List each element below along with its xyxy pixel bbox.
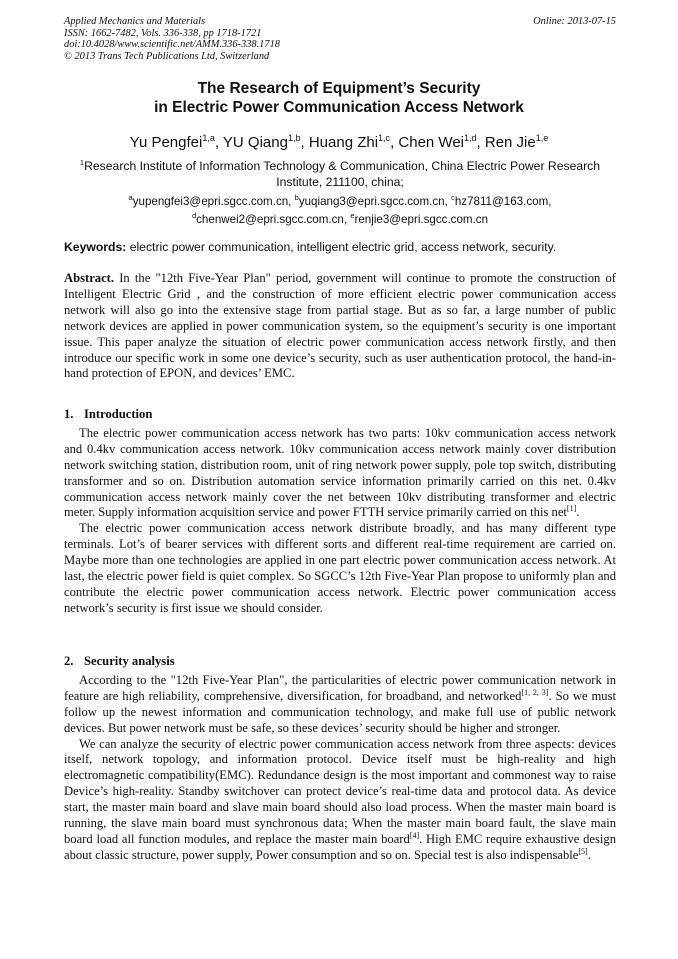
author: YU Qiang$^{1,b}$, — [222, 133, 309, 151]
doi-line: doi:10.4028/www.scientific.net/AMM.336-338.1718 — [64, 39, 280, 51]
author: Huang Zhi$^{1,c}$, — [308, 133, 399, 151]
citation-ref[interactable]: [4] — [409, 830, 420, 840]
email-link[interactable]: yuqiang3@epri.sgcc.com.cn, — [298, 194, 452, 208]
paragraph: The electric power communication access network distribute broadly, and has many different type terminals. Lot’s of bearer services with different sorts and different real-time requirement are carried on. Maybe more than one technologies are applied in one part electric power communication access network. At last, the electric power field is quiet complex. So SGCC’s 12th Five-Year Plan propose to uniformly plan and contribute the electric power communication access network. Electric power communication access network’s security is first issue we should consider. — [64, 521, 616, 615]
paragraph: The electric power communication access network has two parts: 10kv communication access network and 0.4kv communication access network. 10kv communication access network mainly cover distribution network switching station, distribution room, unit of ring network power supply, pole top switch, distributing transformer and so on. Distribution automation service information primarily carried on this net. 0.4kv communication access network mainly cover the net between 10kv distributing transformer and electric meter. Supply information acquisition service and power FTTH service primarily carried on this net[1]. — [64, 425, 616, 520]
publication-header — [64, 16, 616, 62]
abstract-text: In the "12th Five-Year Plan" period, government will continue to promote the construction of Intelligent Electric Grid , and the construction of more efficient electric power communication access network will also go into the extensive stage from partial stage. But as so far, a large number of public network devices are applied in power communication system, so the equipment’s security is one important issue. This paper analyze the situation of electric power communication access network firstly, and then introduce our specific work in some one device’s security, such as user authentication protocol, the hand-in-hand protection of EPON, and devices’ EMC. — [64, 271, 616, 381]
paragraph: According to the "12th Five-Year Plan", the particularities of electric power communication network in feature are high reliability, comprehensive, diversification, for broadband, and networked[1, 2, 3]. So we must follow up the newest information and communication technology, and make full use of public network devices. But power network must be safe, so these devices’ security should be higher and stronger. — [64, 672, 617, 735]
keywords-label: Keywords: — [64, 240, 127, 254]
email-link[interactable]: chenwei2@epri.sgcc.com.cn, — [196, 212, 351, 226]
issn-line: ISSN: 1662-7482, Vols. 336-338, pp 1718-1721 — [64, 27, 262, 39]
abstract — [64, 271, 616, 382]
citation-ref[interactable]: [1, 2, 3] — [521, 687, 549, 697]
email-link[interactable]: renjie3@epri.sgcc.com.cn — [354, 212, 489, 226]
journal-name: Applied Mechanics and Materials — [64, 16, 206, 27]
title-line-1: The Research of Equipment’s Security — [197, 80, 481, 97]
affiliation: $^1$Research Institute of Information Technology & Communication, China Electric Power Research Institute, 211100, china; — [79, 158, 601, 189]
email-link[interactable]: yupengfei3@epri.sgcc.com.cn, — [132, 194, 295, 208]
online-date: Online: 2013-07-15 — [533, 16, 616, 27]
citation-ref[interactable]: [1] — [566, 504, 577, 514]
keywords — [64, 240, 616, 255]
author: Chen Wei$^{1,d}$, — [398, 133, 485, 151]
author-emails: $^a$yupengfei3@epri.sgcc.com.cn, $^b$yuqiang3@epri.sgcc.com.cn, $^c$hz7811@163.com, $^d$chenwei2@epri.sgcc.com.cn, $^e$renjie3@epri.sgcc.com.cn — [128, 193, 552, 226]
section-heading: 2. Security analysis — [64, 654, 175, 668]
paragraph: We can analyze the security of electric power communication access network from three aspects: devices itself, network topology, and information protocol. Device itself must be high-reality and high electromagnetic compatibility(EMC). Redundance design is the most important and commonest way to raise Device’s high-reality. Standby switchover can protect device’s real-time data and protocol data. As device start, the master main board and slave main board should also load process. When the master main board is running, the slave main board must synchronous data; When the master main board fault, the slave main board load all function modules, and replace the master main board[4]. High EMC require exhaustive design about classic structure, power supply, Power consumption and so on. Special test is also indispensable[5]. — [64, 736, 616, 862]
section-introduction — [64, 407, 616, 617]
author: Yu Pengfei$^{1,a}$, — [129, 133, 223, 151]
copyright-line: © 2013 Trans Tech Publications Ltd, Switzerland — [64, 50, 270, 62]
title-line-2: in Electric Power Communication Access Network — [154, 99, 524, 116]
section-security-analysis — [64, 654, 616, 864]
abstract-label: Abstract. — [64, 271, 115, 285]
citation-ref[interactable]: [5] — [578, 846, 588, 856]
paper-title — [0, 79, 678, 117]
keywords-text: electric power communication, intelligent electric grid, access network, security. — [126, 240, 557, 254]
email-link[interactable]: hz7811@163.com, — [454, 194, 552, 208]
author-list — [0, 129, 678, 152]
author: Ren Jie$^{1,e}$ — [484, 133, 549, 151]
section-heading: 1. Introduction — [64, 407, 153, 421]
